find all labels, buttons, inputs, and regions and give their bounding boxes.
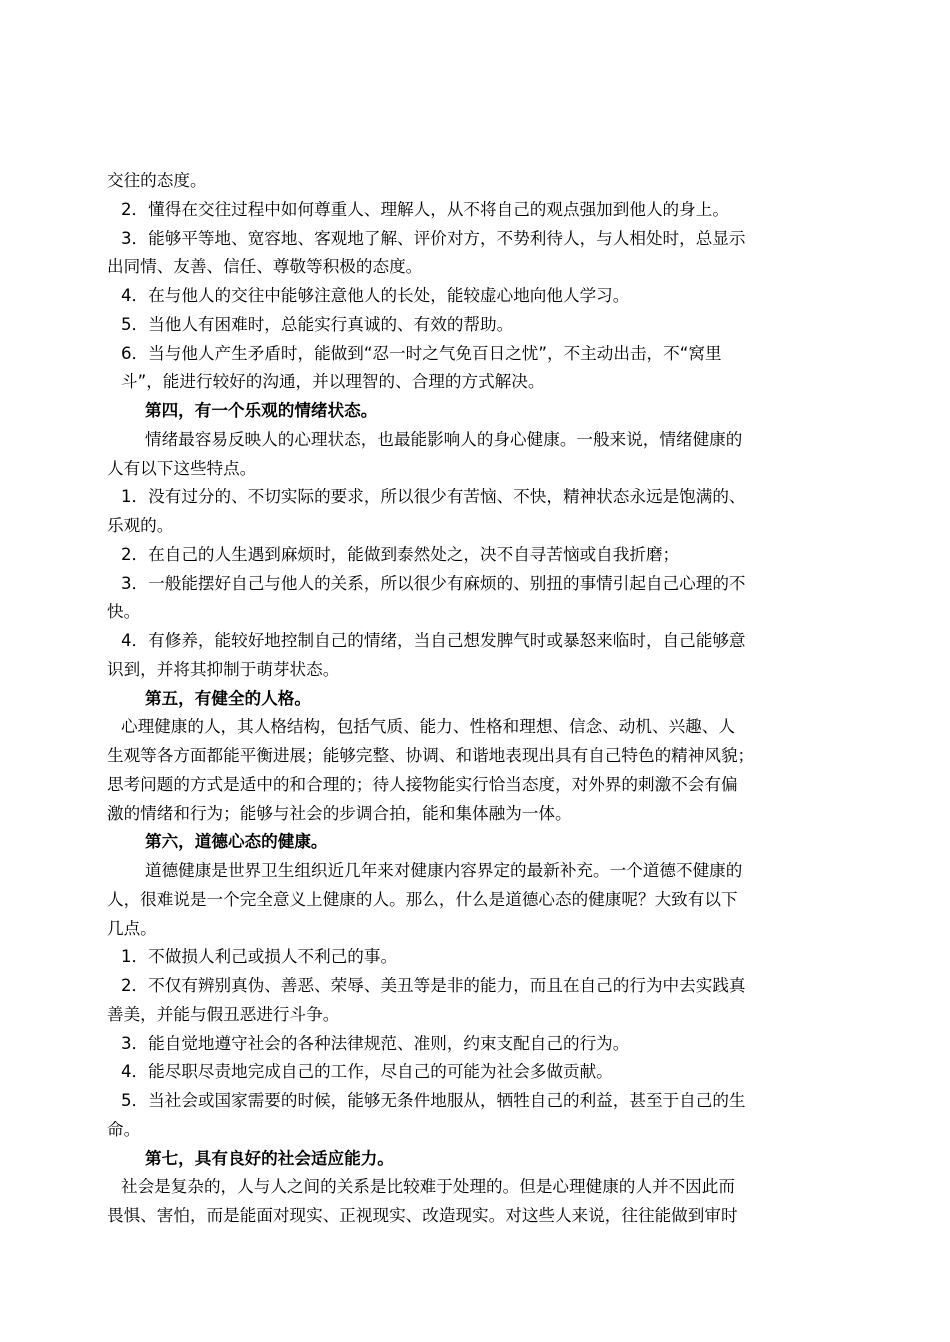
section-heading: 第五，有健全的人格。 xyxy=(145,688,311,708)
text-line: 情绪最容易反映人的心理状态，也最能影响人的身心健康。一般来说，情绪健康的 xyxy=(145,429,743,449)
text-line: 人，很难说是一个完全意义上健康的人。那么，什么是道德心态的健康呢？大致有以下 xyxy=(107,889,738,909)
text-line: 3．能自觉地遵守社会的各种法律规范、准则，约束支配自己的行为。 xyxy=(121,1033,630,1053)
text-line: 畏惧、害怕，而是能面对现实、正视现实、改造现实。对这些人来说，往往能做到审时 xyxy=(107,1206,738,1225)
text-line: 生观等各方面都能平衡进展；能够完整、协调、和谐地表现出具有自己特色的精神风貌； xyxy=(107,746,755,765)
text-line: 3．一般能摆好自己与他人的关系，所以很少有麻烦的、别扭的事情引起自己心理的不 xyxy=(121,573,746,593)
text-line: 1．不做损人利己或损人不利己的事。 xyxy=(121,947,398,967)
text-line: 快。 xyxy=(107,602,141,622)
text-line: 3．能够平等地、宽容地、客观地了解、评价对方，不势利待人，与人相处时，总显示 xyxy=(121,228,746,248)
text-line: 出同情、友善、信任、尊敬等积极的态度。 xyxy=(107,257,423,277)
document-body xyxy=(107,167,855,1231)
text-line: 1．没有过分的、不切实际的要求，所以很少有苦恼、不快，精神状态永远是饱满的、 xyxy=(121,487,746,507)
text-line: 4．在与他人的交往中能够注意他人的长处，能较虚心地向他人学习。 xyxy=(121,286,630,305)
text-line: 激的情绪和行为；能够与社会的步调合拍，能和集体融为一体。 xyxy=(107,803,572,823)
text-line: 识到，并将其抑制于萌芽状态。 xyxy=(107,659,340,679)
text-line: 人有以下这些特点。 xyxy=(107,458,257,478)
text-line: 2．不仅有辨别真伪、善恶、荣辱、美丑等是非的能力，而且在自己的行为中去实践真 xyxy=(121,976,746,995)
text-line: 几点。 xyxy=(107,918,157,938)
text-line: 社会是复杂的，人与人之间的关系是比较难于处理的。但是心理健康的人并不因此而 xyxy=(121,1177,735,1197)
text-line: 心理健康的人，其人格结构，包括气质、能力、性格和理想、信念、动机、兴趣、人 xyxy=(121,717,735,737)
text-line: 斗”，能进行较好的沟通，并以理智的、合理的方式解决。 xyxy=(121,372,545,392)
text-line: 2．懂得在交往过程中如何尊重人、理解人，从不将自己的观点强加到他人的身上。 xyxy=(121,199,729,219)
text-line: 交往的态度。 xyxy=(107,171,207,190)
text-line: 道德健康是世界卫生组织近几年来对健康内容界定的最新补充。一个道德不健康的 xyxy=(145,861,743,880)
text-line: 4．能尽职尽责地完成自己的工作，尽自己的可能为社会多做贡献。 xyxy=(121,1062,613,1082)
text-line: 善美，并能与假丑恶进行斗争。 xyxy=(107,1004,340,1024)
text-line: 5．当他人有困难时，总能实行真诚的、有效的帮助。 xyxy=(121,314,514,334)
section-heading: 第六，道德心态的健康。 xyxy=(145,832,328,852)
text-line: 4．有修养，能较好地控制自己的情绪，当自己想发脾气时或暴怒来临时，自己能够意 xyxy=(121,631,746,650)
text-line: 2．在自己的人生遇到麻烦时，能做到泰然处之，决不自寻苦恼或自我折磨； xyxy=(121,544,680,564)
text-line: 思考问题的方式是适中的和合理的；待人接物能实行恰当态度，对外界的刺激不会有偏 xyxy=(107,774,738,794)
section-heading: 第七，具有良好的社会适应能力。 xyxy=(145,1148,394,1168)
section-heading: 第四，有一个乐观的情绪状态。 xyxy=(145,401,378,420)
text-line: 5．当社会或国家需要的时候，能够无条件地服从，牺牲自己的利益，甚至于自己的生 xyxy=(121,1091,746,1110)
text-line: 乐观的。 xyxy=(107,516,174,535)
text-line: 6．当与他人产生矛盾时，能做到“忍一时之气免百日之忧”，不主动出击，不“窝里 xyxy=(121,343,722,363)
text-line: 命。 xyxy=(107,1119,141,1139)
